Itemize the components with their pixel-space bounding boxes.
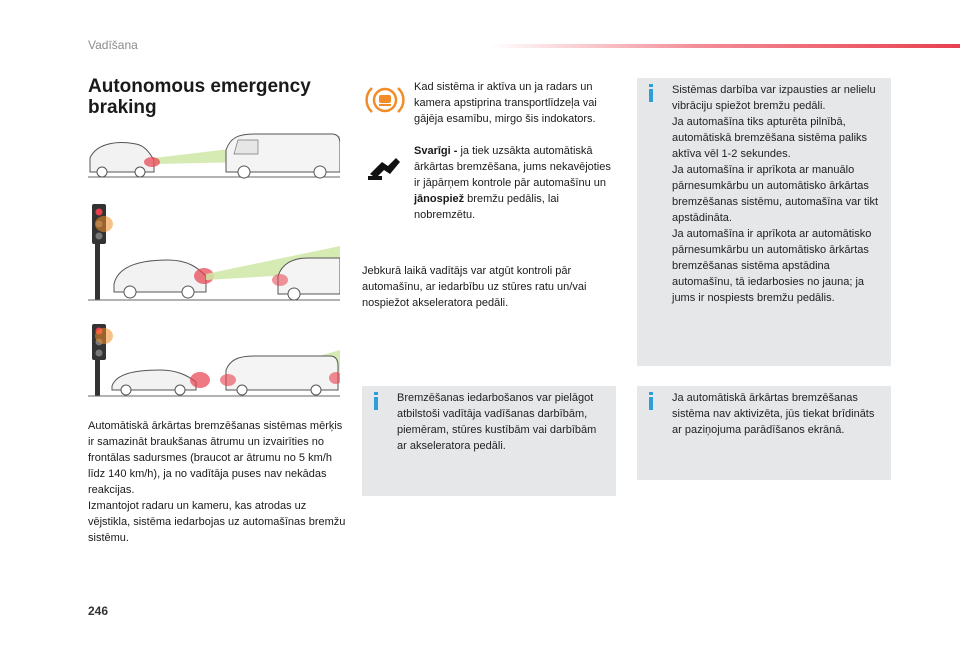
driver-control-text: Jebkurā laikā vadītājs var atgūt kontroli pār automašīnu, ar iedarbību uz stūres ratu un/vai nospiežot akseleratora pedāli. bbox=[362, 265, 587, 309]
collision-warning-icon bbox=[364, 84, 406, 116]
important-note-text bbox=[414, 143, 618, 223]
section-title: Autonomous emergency braking bbox=[88, 76, 311, 118]
page-header-title: Vadīšana bbox=[88, 38, 138, 52]
info-text-activation-msg: Ja automātiskā ārkārtas bremzēšanas sistēma nav aktivizēta, jūs tiekat brīdināts ar paziņojuma parādīšanos ekrānā. bbox=[672, 392, 875, 436]
important-text-part2: bremžu pedālis, lai nobremzētu. bbox=[414, 193, 559, 221]
important-label: Svarīgi - bbox=[414, 145, 458, 157]
info-panel-activation-msg bbox=[637, 386, 891, 480]
info-text-vibration: Sistēmas darbība var izpausties ar nelielu vibrāciju spiežot bremžu pedāli. Ja automašīna tiks apturēta pilnībā, automātiskā bremzēšana sistēma paliks aktīva vēl 1-2 sekundes. Ja automašīna ir aprīkota ar manuālo pārnesumkārbu un automātisko ārkārtas bremzēšanas sistēmu, automašīna var tikt apstādināta. Ja automašīna ir aprīkota ar automātisko pārnesumkārbu un automātisko ārkārtas bremzēšanas sistēma apstādina automašīnu, tā iedarbosies no jauna; ja jums ir nospiests bremžu pedālis. bbox=[672, 84, 879, 304]
illustration-traffic-light-braking bbox=[88, 204, 340, 302]
info-panel-vibration bbox=[637, 78, 891, 366]
info-panel-braking-adjust bbox=[362, 386, 616, 496]
alert-indicator-text: Kad sistēma ir aktīva un ja radars un kamera apstiprina transportlīdzeļa vai gājēja esamību, mirgo šis indokators. bbox=[414, 81, 597, 125]
intro-paragraph: Automātiskā ārkārtas bremzēšanas sistēmas mērķis ir samazināt braukšanas ātrumu un izvairīties no frontālas sadursmes (braucot ar ātrumu no 5 km/h līdz 140 km/h), ja no vadītāja puses nav nekādas reakcijas. Izmantojot radaru un kameru, kas atrodas uz vējstikla, sistēma iedarbojas uz automašīnas bremžu sistēmu. bbox=[88, 420, 346, 544]
info-icon bbox=[647, 392, 655, 410]
illustration-following-car bbox=[88, 132, 340, 180]
info-text-braking-adjust: Bremzēšanas iedarbošanos var pielāgot atbilstoši vadītāja vadīšanas darbībām, piemēram, stūres kustībām vai darbībām ar akseleratora pedāli. bbox=[397, 392, 597, 452]
illustration-traffic-light-van bbox=[88, 324, 340, 398]
header-accent-bar bbox=[490, 44, 960, 48]
info-icon bbox=[372, 392, 380, 410]
page-number: 246 bbox=[88, 604, 109, 618]
foot-pedal-icon bbox=[366, 152, 404, 182]
info-icon bbox=[647, 84, 655, 102]
important-text-part1: ja tiek uzsākta automātiskā ārkārtas bremzēšana, jums nekavējoties ir jāpārņem kontrole pār automašīnu un bbox=[414, 145, 611, 189]
important-emphasis: jānospiež bbox=[414, 193, 465, 205]
